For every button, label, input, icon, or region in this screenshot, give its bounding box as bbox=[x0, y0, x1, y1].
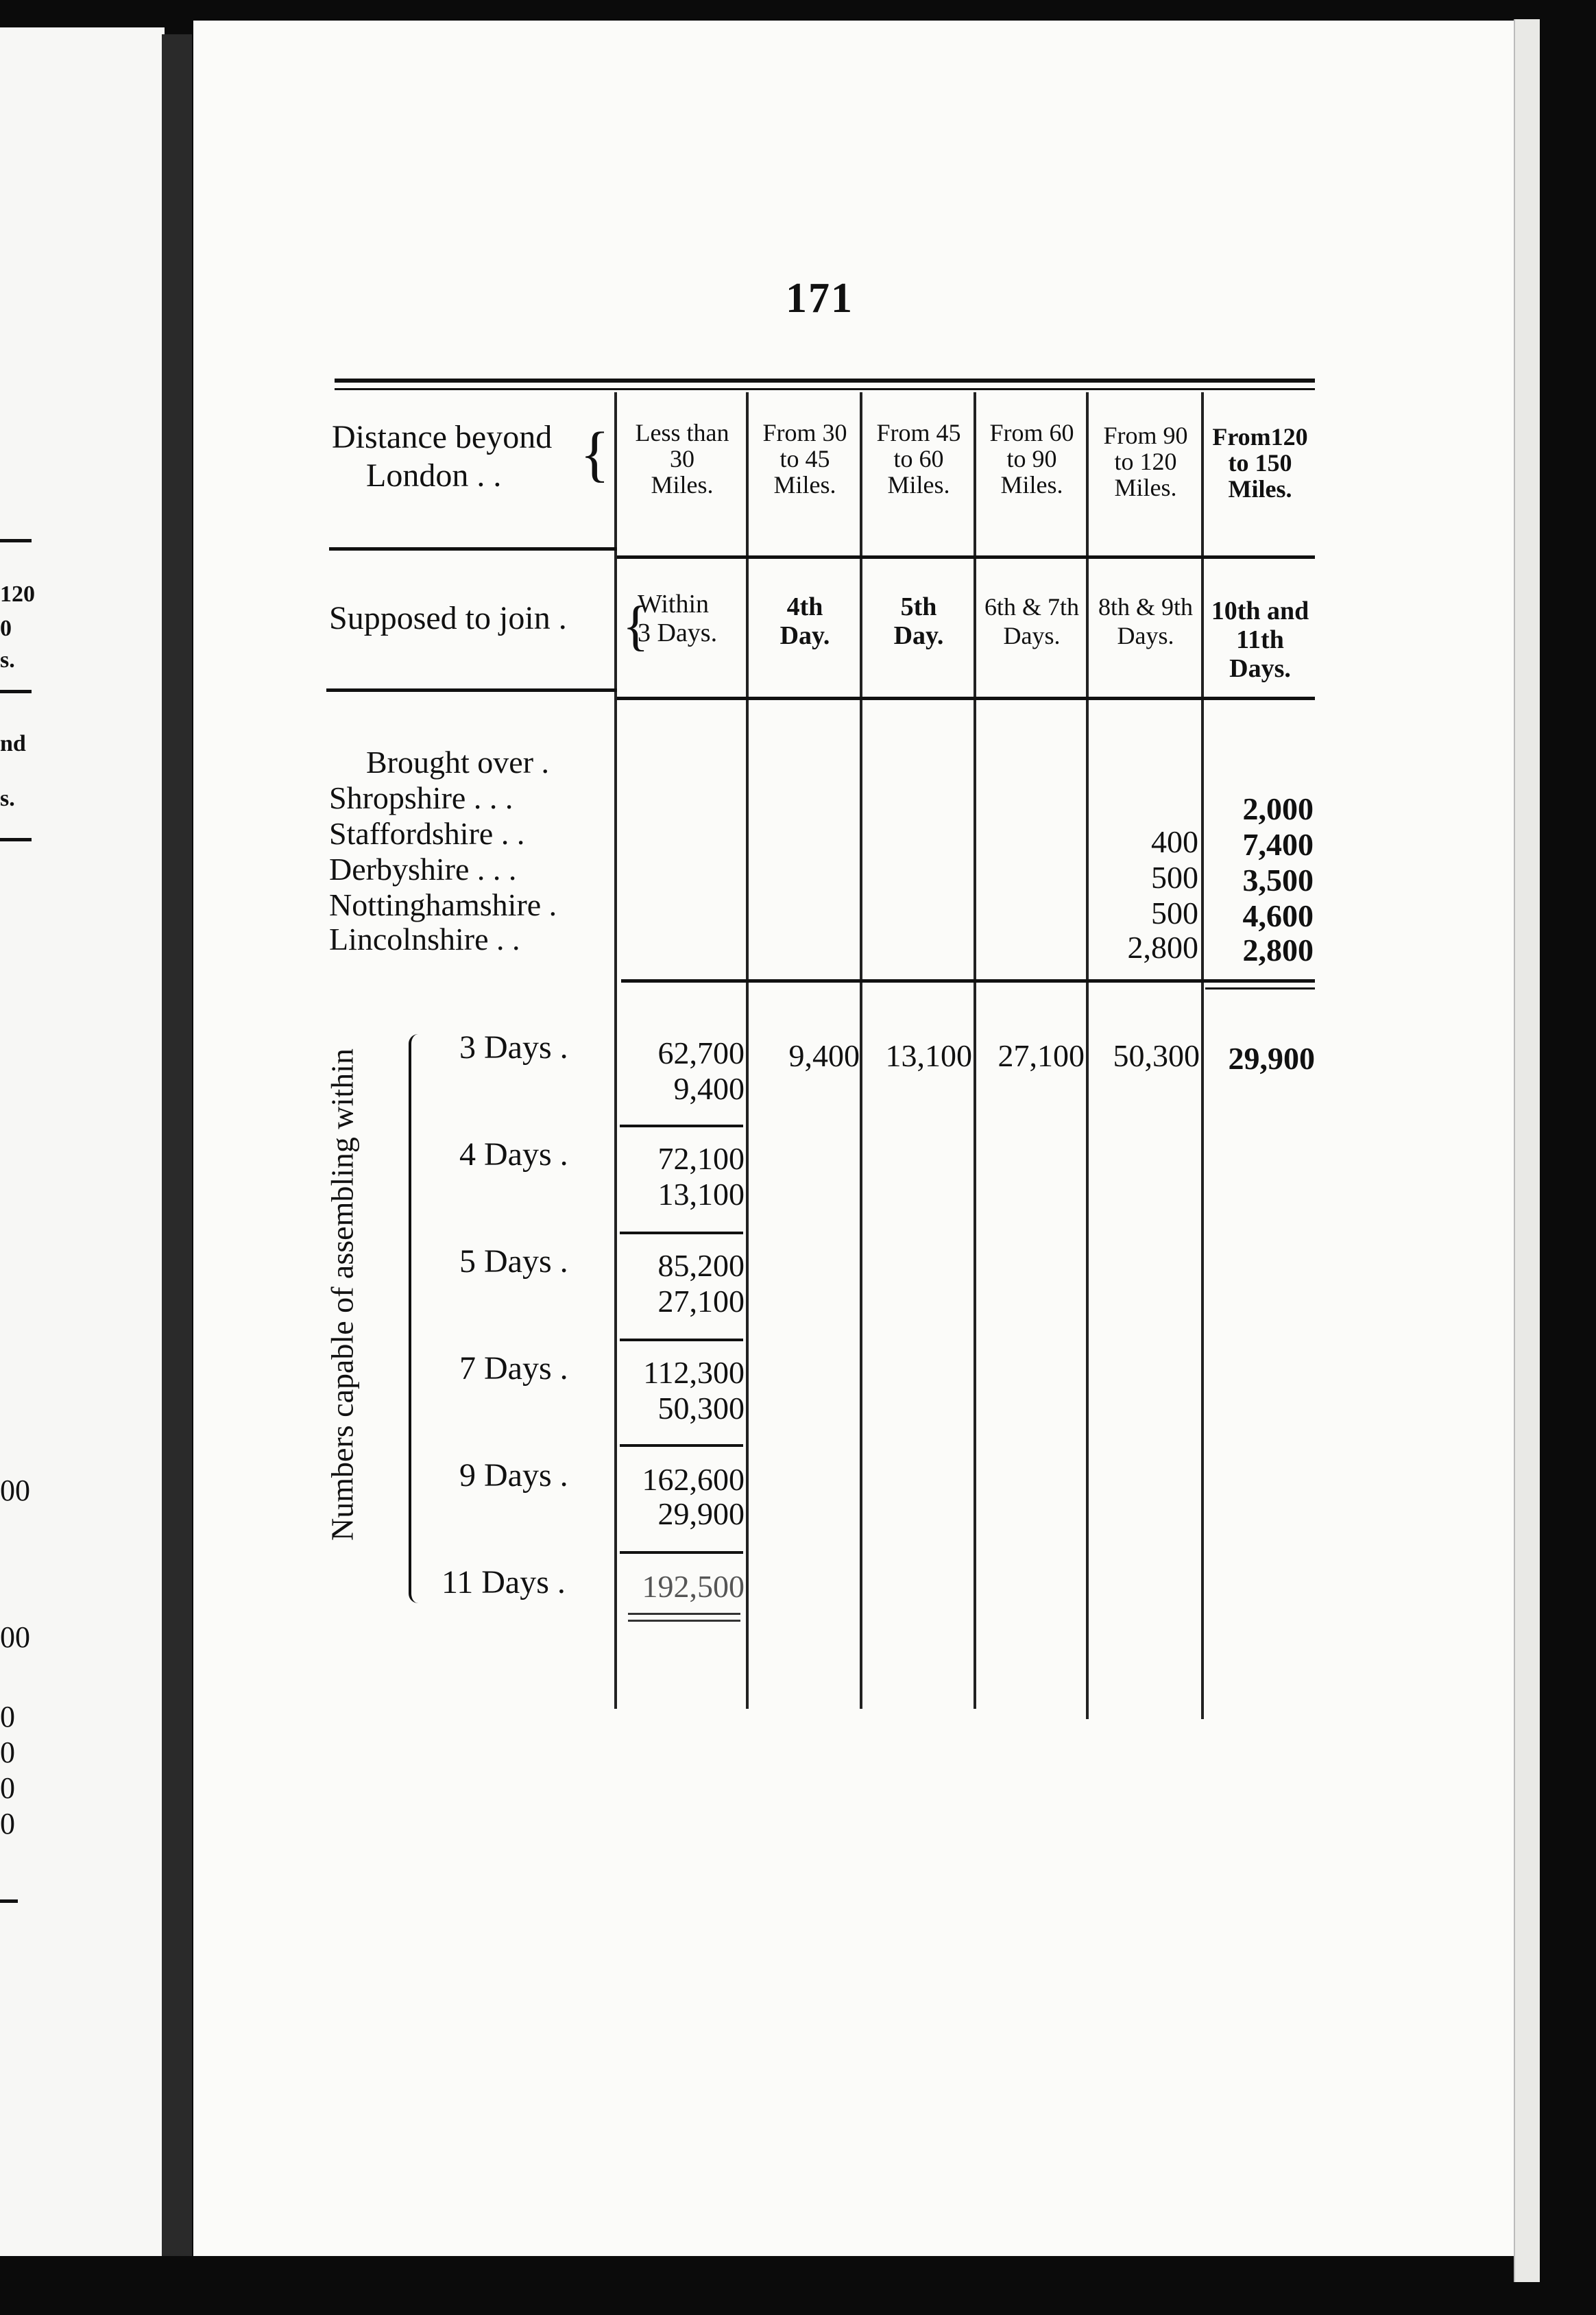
page bbox=[193, 21, 1516, 2256]
days-value: 9,400 bbox=[673, 1071, 745, 1106]
final-double-rule bbox=[628, 1620, 740, 1622]
left-page-fragment: 0 bbox=[0, 1807, 15, 1840]
county-value: 3,500 bbox=[1242, 863, 1314, 898]
days-value: 85,200 bbox=[657, 1248, 745, 1283]
days-label: 11 Days . bbox=[442, 1564, 566, 1600]
facing-left-page bbox=[0, 27, 165, 2256]
row-label-supposed-to-join: Supposed to join . bbox=[329, 600, 567, 636]
county-value: 400 bbox=[1151, 824, 1198, 859]
left-page-fragment: s. bbox=[0, 786, 15, 811]
table-top-rule bbox=[335, 379, 1315, 383]
brace-glyph: { bbox=[622, 596, 649, 656]
county-value: 2,000 bbox=[1242, 791, 1314, 826]
table-top-rule-thin bbox=[335, 388, 1315, 390]
left-page-rule bbox=[0, 539, 32, 542]
counties-rule bbox=[621, 979, 1315, 983]
county-label: Lincolnshire . . bbox=[329, 922, 520, 957]
county-label: Nottinghamshire . bbox=[329, 887, 557, 922]
col-header-45-60: From 45 to 60 Miles. bbox=[876, 419, 961, 499]
header-rule bbox=[329, 547, 617, 551]
county-value: 500 bbox=[1151, 896, 1198, 931]
total-value: 29,900 bbox=[1228, 1041, 1315, 1076]
days-label: 9 Days . bbox=[459, 1457, 568, 1494]
join-cell-5th-day: 5th Day. bbox=[893, 592, 944, 650]
row-label-london: London . . bbox=[366, 457, 502, 494]
assembling-brace bbox=[409, 1034, 426, 1603]
sum-rule bbox=[620, 1444, 743, 1447]
sum-rule bbox=[620, 1551, 743, 1554]
days-value: 72,100 bbox=[657, 1141, 745, 1176]
left-page-rule bbox=[0, 690, 32, 693]
days-label: 4 Days . bbox=[459, 1136, 568, 1173]
sum-rule bbox=[620, 1339, 743, 1341]
col-header-120-150: From120 to 150 Miles. bbox=[1212, 423, 1308, 503]
sum-rule bbox=[620, 1125, 743, 1127]
join-rule bbox=[617, 697, 1315, 700]
county-value: 2,800 bbox=[1127, 930, 1198, 965]
left-page-rule bbox=[0, 1899, 18, 1903]
join-cell-8th-9th-days: 8th & 9th Days. bbox=[1098, 593, 1193, 649]
col-header-60-90: From 60 to 90 Miles. bbox=[989, 419, 1074, 499]
side-label-assembling: Numbers capable of assembling within bbox=[324, 1048, 360, 1541]
final-double-rule bbox=[628, 1613, 740, 1615]
days-value: 192,500 bbox=[642, 1569, 745, 1604]
county-value: 500 bbox=[1151, 860, 1198, 895]
column-divider bbox=[1201, 392, 1204, 1719]
days-label: 3 Days . bbox=[459, 1029, 568, 1066]
county-label: Brought over . bbox=[366, 745, 550, 780]
left-page-fragment: 120 bbox=[0, 581, 35, 607]
join-cell-10th-11th-days: 10th and 11th Days. bbox=[1211, 597, 1309, 683]
left-page-fragment: 00 bbox=[0, 1620, 30, 1654]
days-value: 27,100 bbox=[657, 1284, 745, 1319]
left-page-rule bbox=[0, 838, 32, 841]
days-value: 13,100 bbox=[657, 1177, 745, 1212]
header-rule bbox=[617, 555, 1315, 559]
days-value: 29,900 bbox=[657, 1496, 745, 1531]
col-header-30-45: From 30 to 45 Miles. bbox=[762, 419, 847, 499]
join-cell-within-3-days: Within 3 Days. bbox=[638, 590, 718, 647]
row-label-distance: Distance beyond bbox=[332, 419, 553, 455]
left-page-fragment: 0 bbox=[0, 616, 12, 641]
left-page-fragment: s. bbox=[0, 647, 15, 673]
col-header-less-than-30: Less than 30 Miles. bbox=[635, 419, 729, 499]
total-value: 13,100 bbox=[885, 1038, 972, 1073]
left-page-fragment: 0 bbox=[0, 1736, 15, 1769]
days-label: 7 Days . bbox=[459, 1350, 568, 1387]
column-divider bbox=[614, 392, 617, 1709]
join-cell-6th-7th-days: 6th & 7th Days. bbox=[984, 593, 1079, 649]
county-value: 2,800 bbox=[1242, 933, 1314, 968]
left-page-fragment: 0 bbox=[0, 1771, 15, 1805]
total-value: 9,400 bbox=[788, 1038, 860, 1073]
left-page-fragment: 00 bbox=[0, 1474, 30, 1507]
county-value: 7,400 bbox=[1242, 827, 1314, 862]
county-label: Staffordshire . . bbox=[329, 816, 525, 851]
days-label: 5 Days . bbox=[459, 1243, 568, 1280]
left-page-fragment: 0 bbox=[0, 1700, 15, 1734]
days-value: 62,700 bbox=[657, 1035, 745, 1070]
join-rule bbox=[326, 688, 617, 692]
sum-rule bbox=[620, 1232, 743, 1234]
brace-glyph: { bbox=[580, 420, 610, 488]
county-label: Shropshire . . . bbox=[329, 780, 513, 815]
days-value: 162,600 bbox=[642, 1462, 745, 1497]
total-value: 27,100 bbox=[998, 1038, 1085, 1073]
days-value: 112,300 bbox=[643, 1355, 745, 1390]
col-header-90-120: From 90 to 120 Miles. bbox=[1103, 422, 1188, 501]
county-label: Derbyshire . . . bbox=[329, 852, 517, 887]
page-edge bbox=[1514, 19, 1540, 2282]
page-number: 171 bbox=[786, 275, 854, 322]
counties-rule-thin bbox=[1205, 987, 1315, 989]
left-page-fragment: nd bbox=[0, 731, 26, 756]
county-value: 4,600 bbox=[1242, 898, 1314, 933]
book-spine bbox=[162, 34, 192, 2256]
join-cell-4th-day: 4th Day. bbox=[779, 592, 830, 650]
total-value: 50,300 bbox=[1113, 1038, 1200, 1073]
days-value: 50,300 bbox=[657, 1391, 745, 1426]
